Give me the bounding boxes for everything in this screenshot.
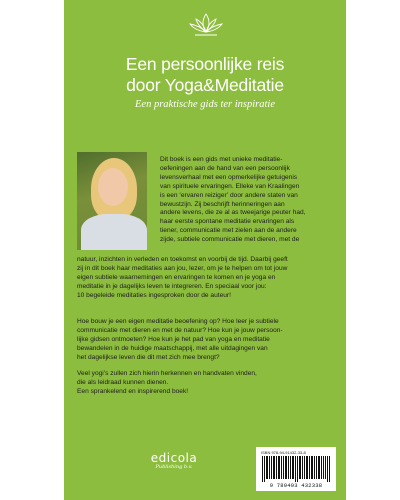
isbn-barcode xyxy=(256,447,336,491)
bio-line: haar eerste spontane meditatie ervaringen als xyxy=(160,218,295,226)
paragraph-line: bewandelen in de huidige maatschappij, met alle uitdagingen van xyxy=(77,344,268,352)
questions-paragraph xyxy=(77,318,339,363)
publisher-subline: Publishing b.v. xyxy=(155,464,193,470)
bio-paragraph xyxy=(160,156,340,245)
paragraph-line: eigen subtiele waarnemingen en ervaringen te komen en je yoga en xyxy=(77,273,276,281)
bio-line: andere levens, die ze al as tweejarige peuter had, xyxy=(160,209,306,217)
bio-line: levensverhaal met een opmerkelijke getuigenis xyxy=(160,173,298,181)
paragraph-line: het dagelijkse leven die dit met zich mee brengt? xyxy=(77,353,220,361)
bio-line: tiener, communicatie met zielen aan de andere xyxy=(160,227,297,235)
publisher-name: edicola xyxy=(150,451,198,465)
book-title-line-2: door Yoga&Meditatie xyxy=(126,75,284,95)
barcode-number: 9 789493 432338 xyxy=(269,482,323,489)
paragraph-line: 10 begeleide meditaties ingesproken door de auteur! xyxy=(77,291,231,299)
book-subtitle: Een praktische gids ter inspiratie xyxy=(135,99,275,110)
closing-paragraph xyxy=(77,370,339,397)
author-photo xyxy=(77,152,147,250)
publisher-logo xyxy=(145,451,203,470)
bio-line: is een ‘ervaren reiziger’ door andere staten van xyxy=(160,191,298,199)
paragraph-line: meditatie in je dagelijks leven te integreren. En speciaal voor jou: xyxy=(77,282,267,290)
book-title xyxy=(64,54,346,96)
bio-line: zijde, subtiele communicatie met dieren, met de xyxy=(160,236,300,244)
isbn-label: ISBN 978-94-91432-33-8 xyxy=(261,450,306,455)
book-back-cover xyxy=(64,0,346,500)
book-title-line-1: Een persoonlijke reis xyxy=(125,54,285,74)
paragraph-line: die als leidraad kunnen dienen. xyxy=(77,378,169,386)
paragraph-line: Een sprankelend en inspirerend boek! xyxy=(77,387,189,395)
bio-line: van spirituele ervaringen. Elleke van Kraalingen xyxy=(160,182,300,190)
paragraph-line: communicatie met dieren en met de natuur? Hoe kun je jouw persoon- xyxy=(77,326,283,334)
bio-line: Dit boek is een gids met unieke meditatie- xyxy=(160,156,283,163)
lotus-icon xyxy=(187,12,225,38)
paragraph-line: Veel yogi’s zullen zich hierin herkennen en handvaten vinden, xyxy=(77,370,257,377)
barcode-bars xyxy=(262,456,330,482)
paragraph-line: Hoe bouw je een eigen meditatie beoefening op? Hoe leer je subtiele xyxy=(77,318,279,325)
bio-line: bewustzijn. Zij beschrijft herinneringen aan xyxy=(160,200,285,208)
description-paragraph-1 xyxy=(77,256,339,301)
bio-line: oefeningen aan de hand van een persoonlijk xyxy=(160,164,290,172)
paragraph-line: natuur, inzichten in verleden en toekomst en voorbij de tijd. Daarbij geeft xyxy=(77,256,288,263)
paragraph-line: zij in dit boek haar meditaties aan jou, lezer, om je te helpen om tot jouw xyxy=(77,264,288,272)
paragraph-line: lijke gidsen ontmoeten? Hoe kun je het pad van yoga en meditatie xyxy=(77,335,270,343)
